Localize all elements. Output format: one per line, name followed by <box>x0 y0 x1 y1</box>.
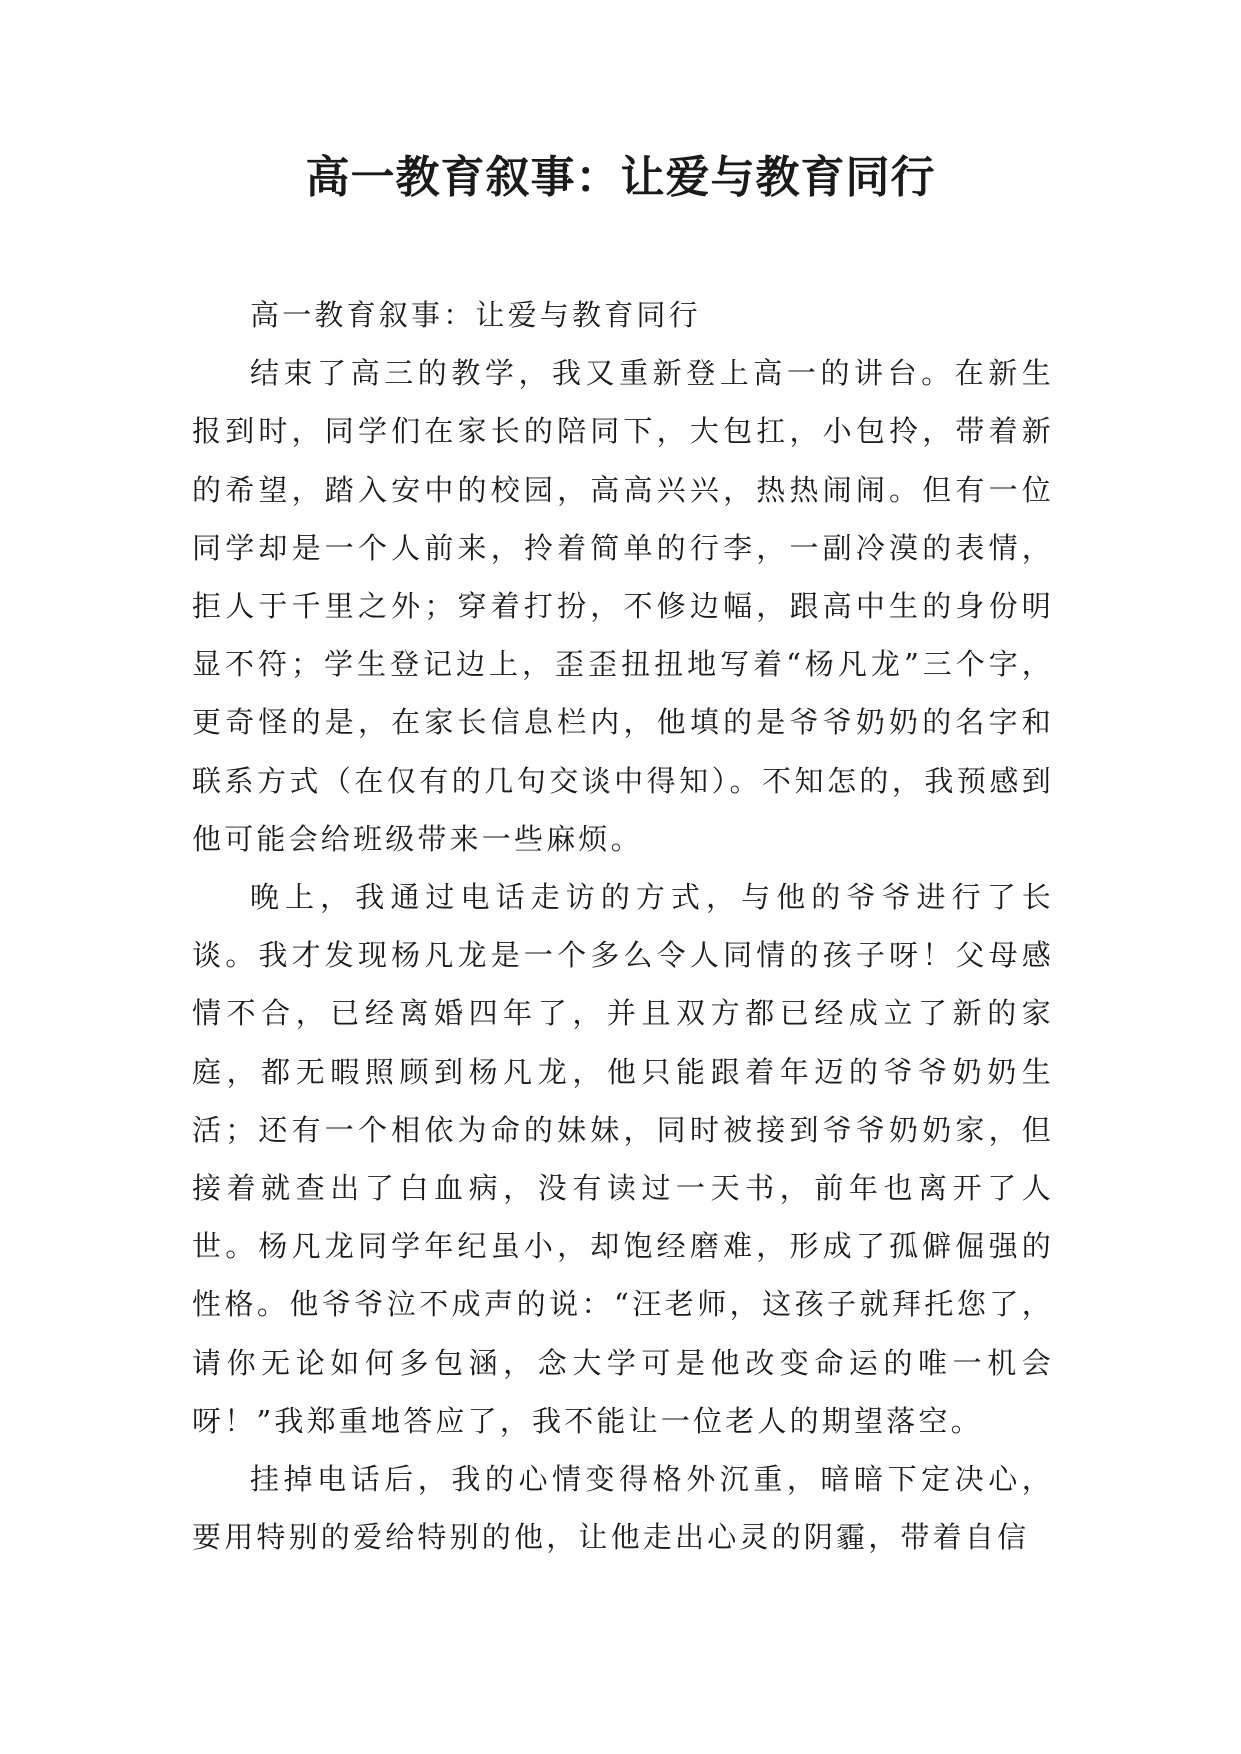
paragraph: 结束了高三的教学，我又重新登上高一的讲台。在新生报到时，同学们在家长的陪同下，大包扛，小包拎，带着新的希望，踏入安中的校园，高高兴兴，热热闹闹。但有一位同学却是一个人前来，拎着简单的行李，一副冷漠的表情，拒人于千里之外；穿着打扮，不修边幅，跟高中生的身份明显不符；学生登记边上，歪歪扭扭地写着“杨凡龙”三个字，更奇怪的是，在家长信息栏内，他填的是爷爷奶奶的名字和联系方式（在仅有的几句交谈中得知）。不知怎的，我预感到他可能会给班级带来一些麻烦。 <box>192 356 1054 856</box>
paragraph-subtitle: 高一教育叙事：让爱与教育同行 <box>250 298 701 332</box>
paragraph: 晚上，我通过电话走访的方式，与他的爷爷进行了长谈。我才发现杨凡龙是一个多么令人同情的孩子呀！父母感情不合，已经离婚四年了，并且双方都已经成立了新的家庭，都无暇照顾到杨凡龙，他只能跟着年迈的爷爷奶奶生活；还有一个相依为命的妹妹，同时被接到爷爷奶奶家，但接着就查出了白血病，没有读过一天书，前年也离开了人世。杨凡龙同学年纪虽小，却饱经磨难，形成了孤僻倔强的性格。他爷爷泣不成声的说：“汪老师，这孩子就拜托您了，请你无论如何多包涵，念大学可是他改变命运的唯一机会呀！”我郑重地答应了，我不能让一位老人的期望落空。 <box>192 880 1054 1438</box>
paragraph: 挂掉电话后，我的心情变得格外沉重，暗暗下定决心，要用特别的爱给特别的他，让他走出心灵的阴霾，带着自信 <box>192 1462 1054 1555</box>
document-body <box>192 286 1054 1566</box>
document-title: 高一教育叙事：让爱与教育同行 <box>305 152 936 203</box>
